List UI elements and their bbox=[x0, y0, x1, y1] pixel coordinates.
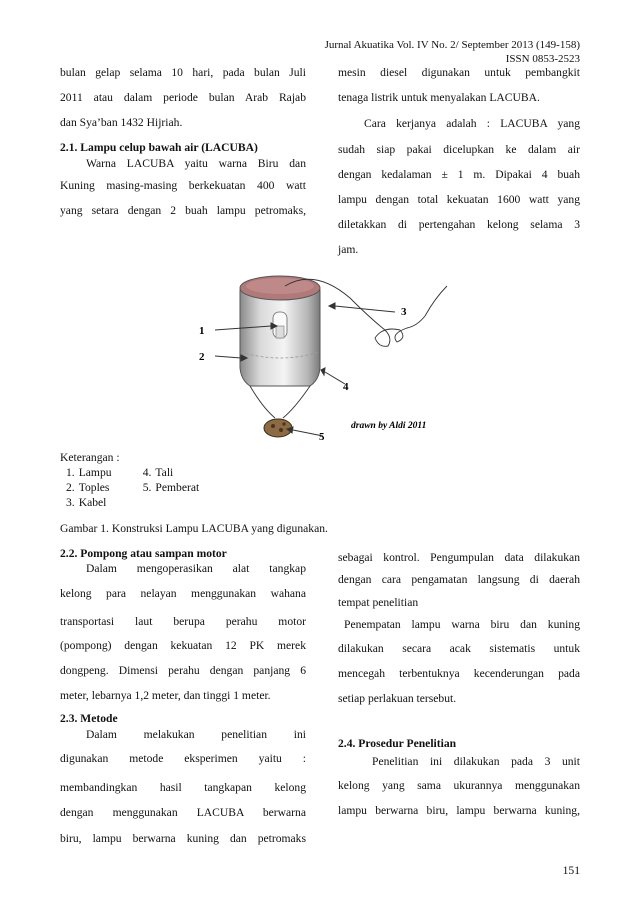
section-heading-2-1: 2.1. Lampu celup bawah air (LACUBA) bbox=[60, 141, 258, 154]
text-line: yang setara dengan 2 buah lampu petromaks, bbox=[60, 204, 306, 217]
section-heading-2-4: 2.4. Prosedur Penelitian bbox=[338, 737, 457, 750]
figure-label-3: 3 bbox=[401, 306, 407, 318]
text-line: dan Sya’ban 1432 Hijriah. bbox=[60, 116, 183, 129]
figure-label-5: 5 bbox=[319, 431, 325, 443]
legend-item: Lampu bbox=[78, 466, 112, 479]
text-line: bulan gelap selama 10 hari, pada bulan Juli bbox=[60, 66, 306, 79]
text-line: Dalam melakukan penelitian ini bbox=[86, 728, 306, 741]
text-line: kelong para nelayan menggunakan wahana bbox=[60, 587, 306, 600]
legend-row bbox=[66, 495, 203, 510]
text-line: lampu berwarna biru, lampu berwarna kuning, bbox=[338, 804, 580, 817]
column-top-left bbox=[60, 60, 306, 223]
text-line: meter, lebarnya 1,2 meter, dan tinggi 1 meter. bbox=[60, 689, 271, 702]
legend-num: 4. bbox=[142, 466, 152, 479]
text-line: 2011 atau dalam periode bulan Arab Rajab bbox=[60, 91, 306, 104]
text-line: transportasi laut berupa perahu motor bbox=[60, 615, 306, 628]
legend-row bbox=[66, 480, 203, 495]
text-line: Penelitian ini dilakukan pada 3 unit bbox=[372, 755, 580, 768]
figure-label-1: 1 bbox=[199, 325, 205, 337]
section-heading-2-2: 2.2. Pompong atau sampan motor bbox=[60, 547, 227, 560]
text-line: kelong yang sama ukurannya menggunakan bbox=[338, 779, 580, 792]
column-bottom-left bbox=[60, 546, 306, 851]
text-line: tempat penelitian bbox=[338, 596, 419, 609]
text-line: Warna LACUBA yaitu warna Biru dan bbox=[86, 157, 306, 170]
text-line: dengan cara pengamatan langsung di daerah bbox=[338, 573, 580, 586]
page-number: 151 bbox=[562, 864, 580, 877]
text-line: lampu dengan total kekuatan 1600 watt yang bbox=[338, 193, 580, 206]
section-heading-2-3: 2.3. Metode bbox=[60, 712, 118, 725]
column-bottom-right bbox=[338, 548, 580, 823]
text-line: jam. bbox=[338, 243, 359, 256]
legend-item bbox=[155, 495, 203, 510]
legend-row bbox=[66, 465, 203, 480]
legend-num: 1. bbox=[66, 466, 75, 479]
legend-table bbox=[66, 465, 203, 510]
text-line: Penempatan lampu warna biru dan kuning bbox=[344, 618, 580, 631]
text-line: Dalam mengoperasikan alat tangkap bbox=[86, 562, 306, 575]
legend-item: Toples bbox=[78, 481, 110, 494]
text-line: dengan kedalaman ± 1 m. Dipakai 4 buah bbox=[338, 168, 580, 181]
legend-item: Tali bbox=[155, 466, 174, 479]
column-top-right bbox=[338, 60, 580, 262]
text-line: mesin diesel digunakan untuk pembangkit bbox=[338, 66, 580, 79]
text-line: Kuning masing-masing berkekuatan 400 watt bbox=[60, 179, 306, 192]
text-line: biru, lampu berwarna kuning dan petromaks bbox=[60, 832, 306, 845]
figure-legend bbox=[60, 450, 203, 510]
text-line: (pompong) dengan kekuatan 12 PK merek bbox=[60, 639, 306, 652]
legend-num bbox=[143, 495, 156, 510]
figure-caption: Gambar 1. Konstruksi Lampu LACUBA yang digunakan. bbox=[60, 522, 328, 535]
lacuba-construction-figure bbox=[185, 268, 455, 448]
text-line: sudah siap pakai dicelupkan ke dalam air bbox=[338, 143, 580, 156]
text-line: dengan menggunakan LACUBA berwarna bbox=[60, 806, 306, 819]
text-line: Cara kerjanya adalah : LACUBA yang bbox=[364, 117, 580, 130]
figure-label-2: 2 bbox=[199, 351, 205, 363]
legend-num: 2. bbox=[66, 481, 75, 494]
legend-item: Pemberat bbox=[155, 481, 200, 494]
text-line: dongpeng. Dimensi perahu dengan panjang 6 bbox=[60, 664, 306, 677]
text-line: membandingkan hasil tangkapan kelong bbox=[60, 781, 306, 794]
text-line: dilakukan secara acak sistematis untuk bbox=[338, 642, 580, 655]
issn: ISSN 0853-2523 bbox=[505, 53, 580, 65]
text-line: tenaga listrik untuk menyalakan LACUBA. bbox=[338, 91, 540, 104]
figure-label-4: 4 bbox=[343, 381, 349, 393]
legend-item: Kabel bbox=[78, 496, 107, 509]
figure-credit: drawn by Aldi 2011 bbox=[351, 421, 427, 431]
legend-title: Keterangan : bbox=[60, 451, 120, 464]
text-line: diletakkan di pertengahan kelong selama 3 bbox=[338, 218, 580, 231]
text-line: setiap perlakuan tersebut. bbox=[338, 692, 457, 705]
text-line: digunakan metode eksperimen yaitu : bbox=[60, 752, 306, 765]
journal-title: Jurnal Akuatika Vol. IV No. 2/ September 2013 (149-158) bbox=[324, 39, 580, 51]
text-line: sebagai kontrol. Pengumpulan data dilakukan bbox=[338, 551, 580, 564]
weight-stone bbox=[264, 419, 292, 437]
rope bbox=[250, 386, 310, 418]
legend-num: 3. bbox=[66, 496, 75, 509]
legend-num: 5. bbox=[142, 481, 152, 494]
text-line: mencegah terbentuknya kecenderungan pada bbox=[338, 667, 580, 680]
